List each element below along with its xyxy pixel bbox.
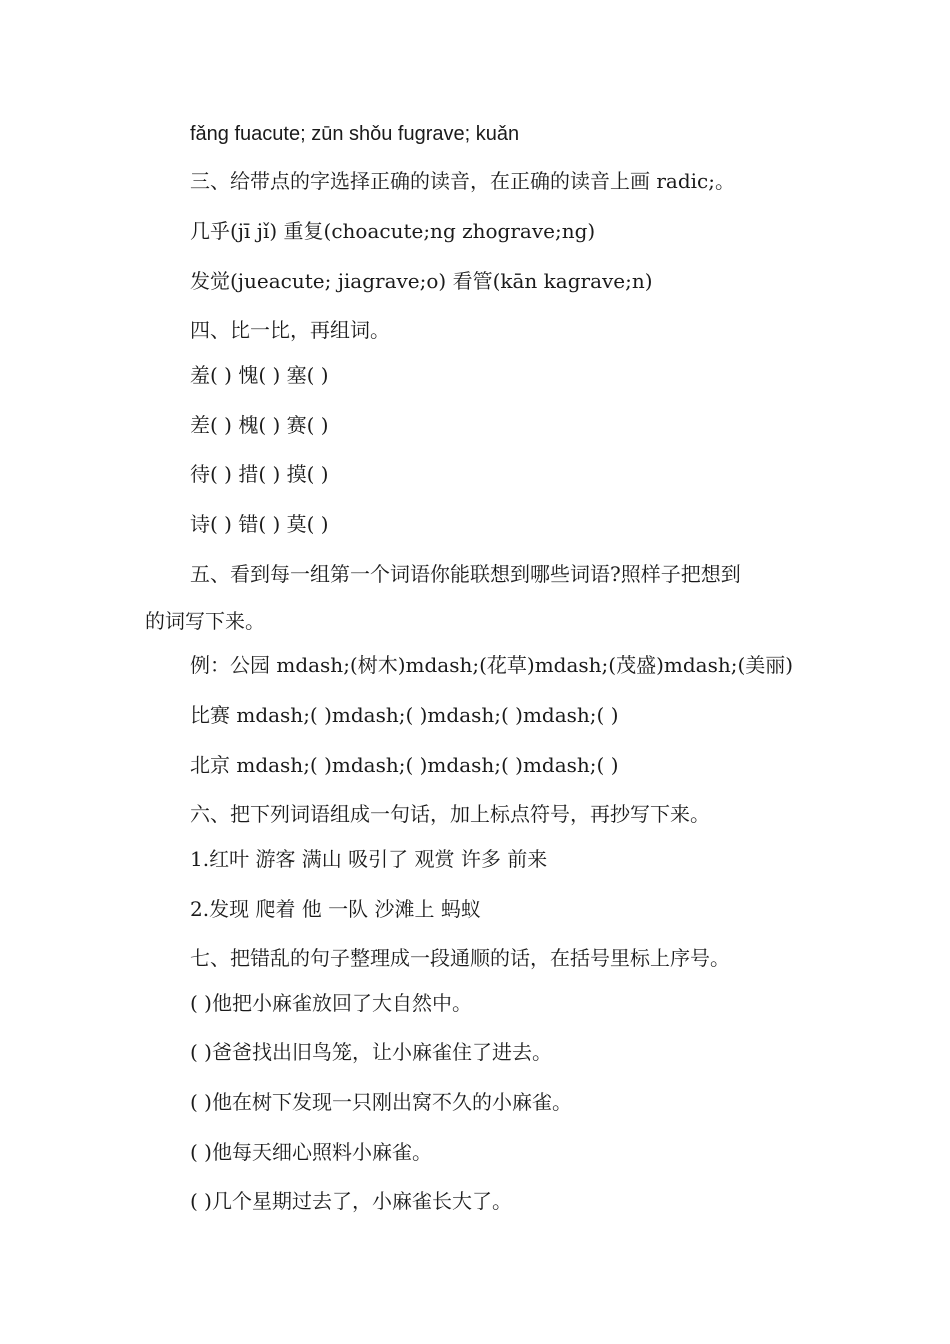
section-five-heading: 五、看到每一组第一个词语你能联想到哪些词语?照样子把想到: [190, 562, 741, 586]
association-row-2: 北京 mdash;( )mdash;( )mdash;( )mdash;( ): [190, 753, 619, 777]
sentence-words-1: 1.红叶 游客 满山 吸引了 观赏 许多 前来: [190, 847, 548, 871]
sentence-words-2: 2.发现 爬着 他 一队 沙滩上 蚂蚁: [190, 897, 481, 921]
compare-row-4: 诗( ) 错( ) 莫( ): [190, 512, 329, 536]
section-six-heading: 六、把下列词语组成一句话，加上标点符号，再抄写下来。: [190, 802, 710, 826]
reading-choice-line-2: 发觉(jueacute; jiagrave;o) 看管(kān kagrave;n): [190, 269, 653, 293]
association-example: 例：公园 mdash;(树木)mdash;(花草)mdash;(茂盛)mdash;(美丽): [190, 653, 794, 677]
compare-row-2: 差( ) 槐( ) 赛( ): [190, 413, 329, 437]
order-sentence-3: ( )他在树下发现一只刚出窝不久的小麻雀。: [190, 1090, 572, 1114]
order-sentence-1: ( )他把小麻雀放回了大自然中。: [190, 991, 472, 1015]
compare-row-3: 待( ) 措( ) 摸( ): [190, 462, 329, 486]
order-sentence-4: ( )他每天细心照料小麻雀。: [190, 1140, 432, 1164]
section-five-heading-continued: 的词写下来。: [145, 609, 265, 633]
order-sentence-5: ( )几个星期过去了，小麻雀长大了。: [190, 1189, 512, 1213]
section-four-heading: 四、比一比，再组词。: [190, 318, 390, 342]
pinyin-line: fǎng fuacute; zūn shǒu fugrave; kuǎn: [190, 123, 520, 145]
compare-row-1: 羞( ) 愧( ) 塞( ): [190, 363, 329, 387]
order-sentence-2: ( )爸爸找出旧鸟笼，让小麻雀住了进去。: [190, 1040, 552, 1064]
section-three-heading: 三、给带点的字选择正确的读音，在正确的读音上画 radic;。: [190, 169, 735, 193]
association-row-1: 比赛 mdash;( )mdash;( )mdash;( )mdash;( ): [190, 703, 619, 727]
reading-choice-line-1: 几乎(jī jǐ) 重复(choacute;ng zhograve;ng): [190, 219, 596, 243]
section-seven-heading: 七、把错乱的句子整理成一段通顺的话，在括号里标上序号。: [190, 946, 730, 970]
